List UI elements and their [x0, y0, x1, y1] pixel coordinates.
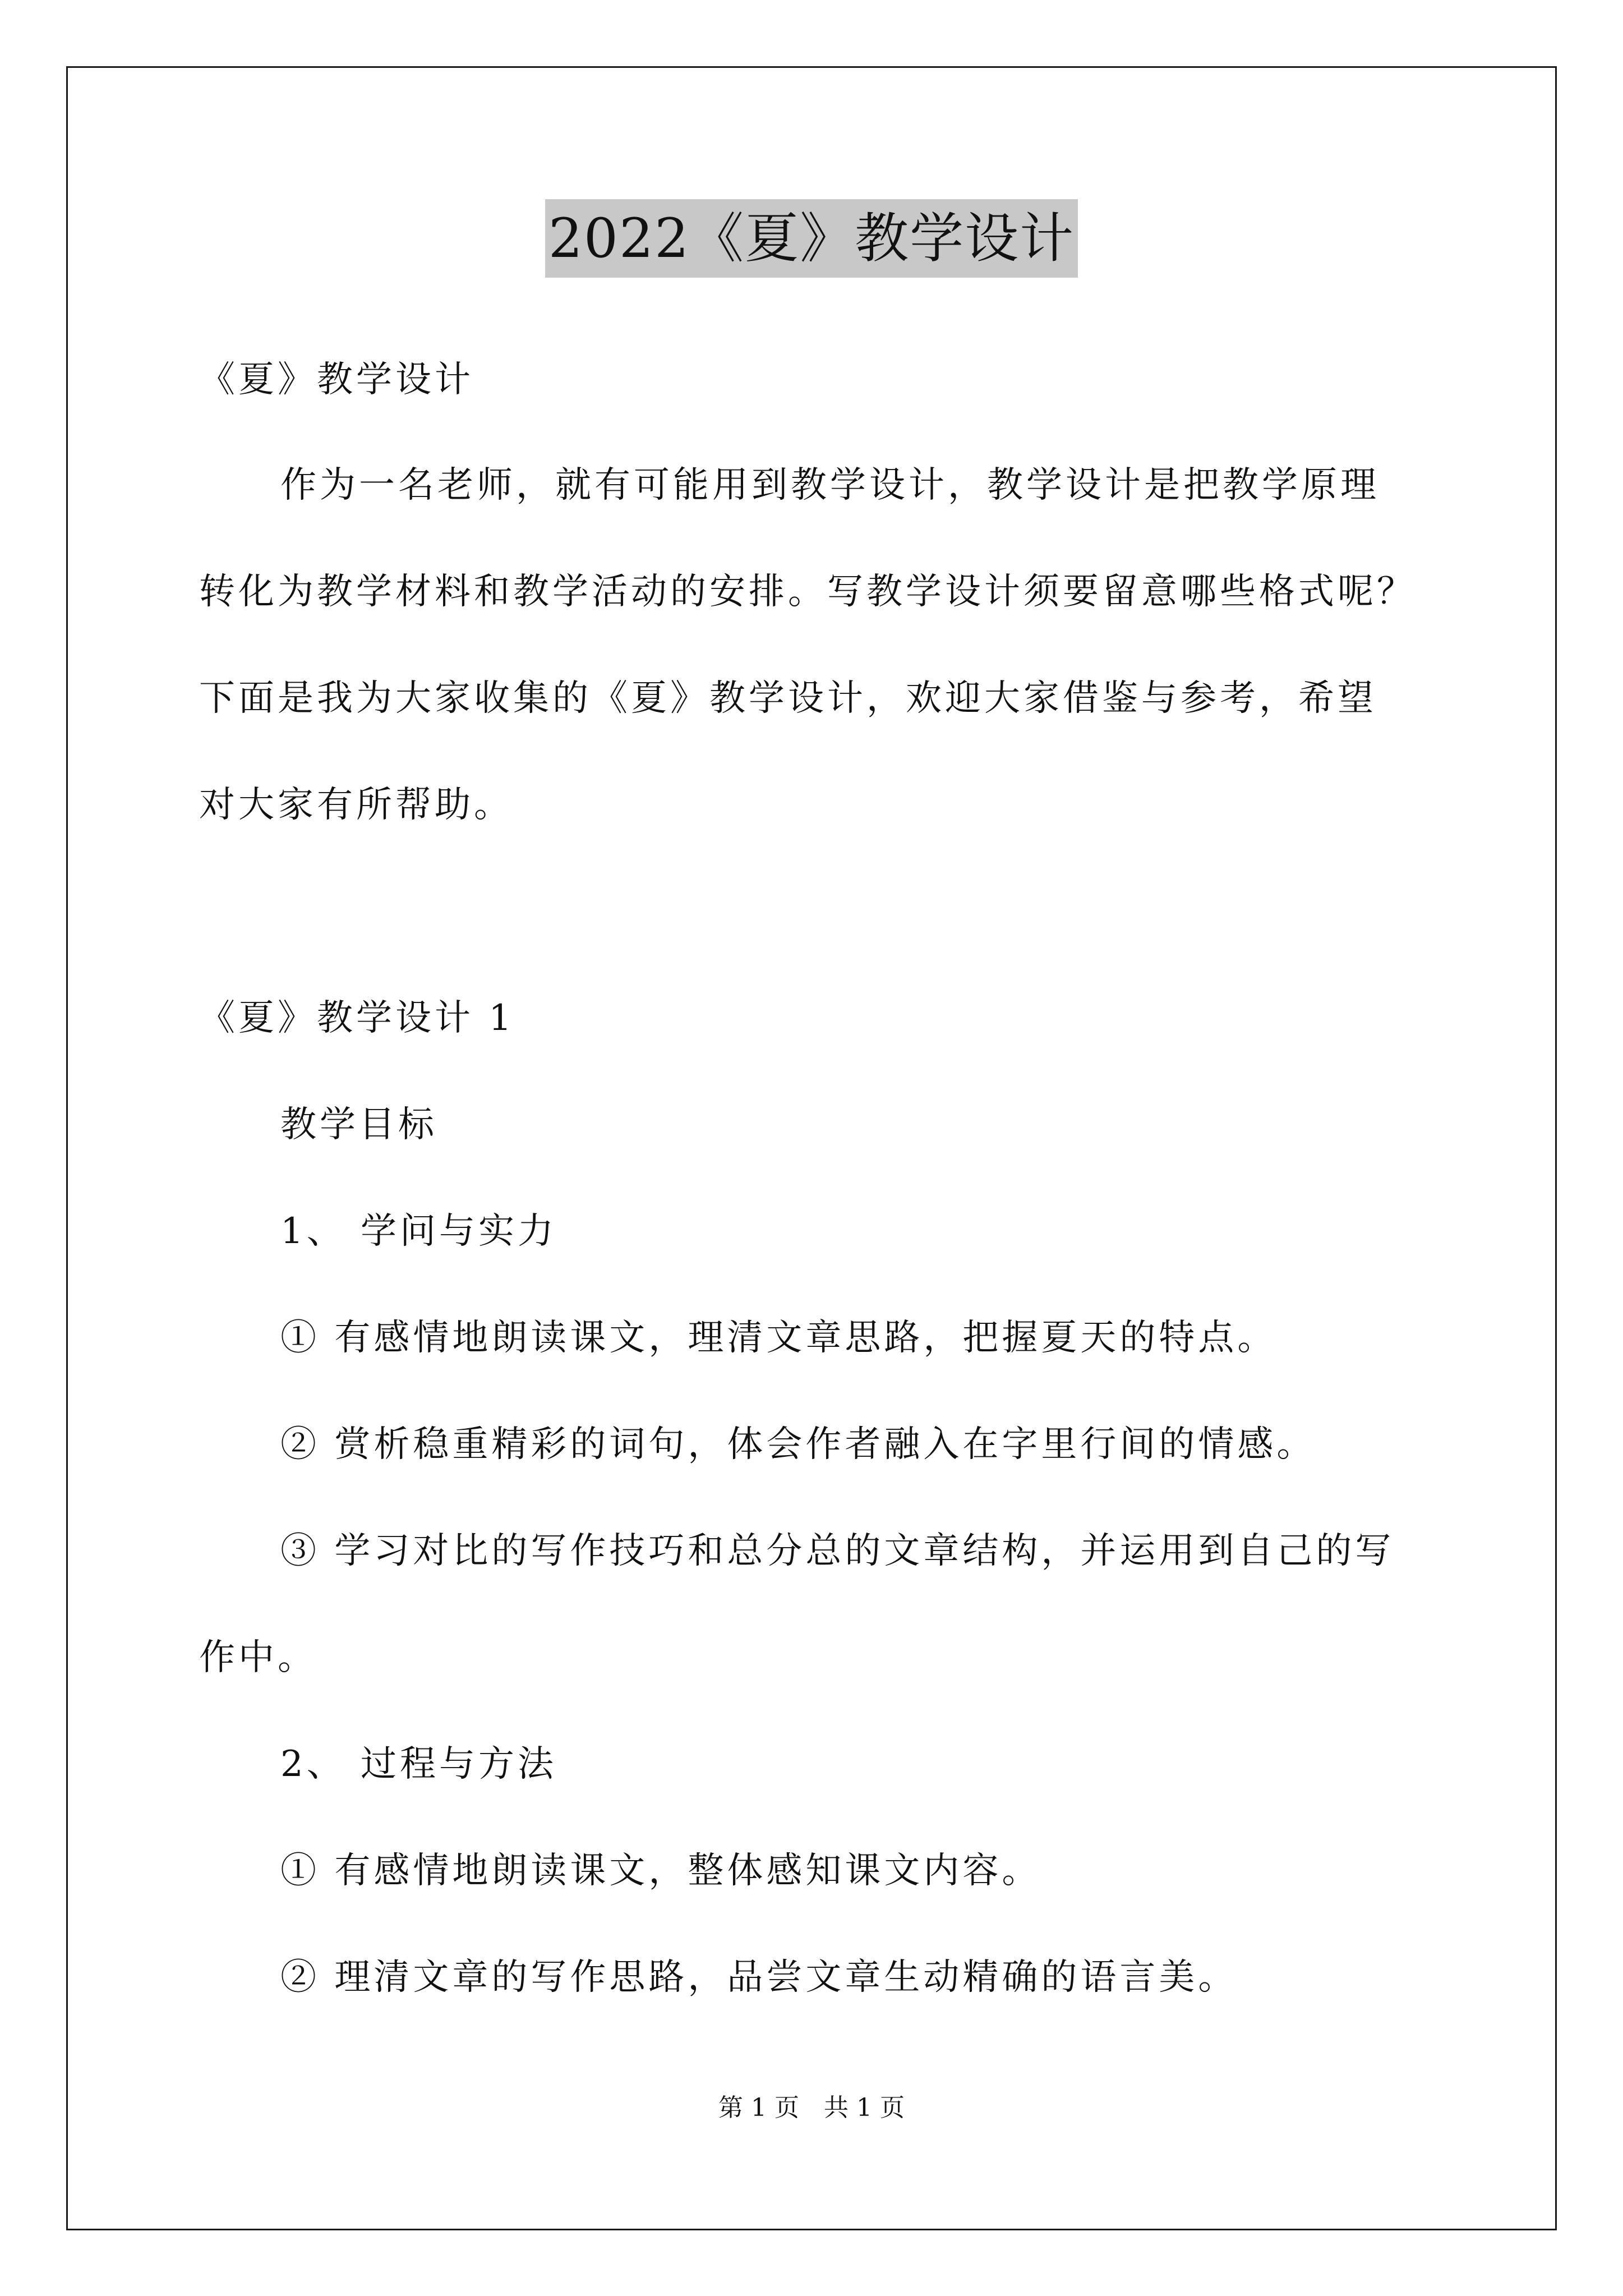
intro-line: 对大家有所帮助。: [199, 784, 513, 826]
item1-heading: 1、 学问与实力: [280, 1211, 557, 1252]
item1-point: ③ 学习对比的写作技巧和总分总的文章结构，并运用到自己的写: [280, 1530, 1395, 1572]
page-footer: 第 1 页 共 1 页: [718, 2093, 905, 2122]
item1-point: ① 有感情地朗读课文，理清文章思路，把握夏天的特点。: [280, 1317, 1277, 1359]
item1-point-continuation: 作中。: [199, 1637, 317, 1678]
document-title: 2022《夏》教学设计: [545, 199, 1078, 278]
title-container: [0, 199, 1623, 278]
item2-heading: 2、 过程与方法: [280, 1743, 557, 1785]
intro-line: 转化为教学材料和教学活动的安排。写教学设计须要留意哪些格式呢？: [199, 571, 1416, 613]
item1-point: ② 赏析稳重精彩的词句，体会作者融入在字里行间的情感。: [280, 1424, 1316, 1465]
subtitle: 《夏》教学设计: [199, 359, 474, 401]
item2-point: ② 理清文章的写作思路，品尝文章生动精确的语言美。: [280, 1957, 1238, 1998]
objectives-heading: 教学目标: [280, 1104, 437, 1145]
intro-line: 下面是我为大家收集的《夏》教学设计，欢迎大家借鉴与参考，希望: [199, 678, 1377, 719]
item2-point: ① 有感情地朗读课文，整体感知课文内容。: [280, 1850, 1041, 1892]
section-heading: 《夏》教学设计 1: [199, 997, 515, 1039]
intro-line: 作为一名老师，就有可能用到教学设计，教学设计是把教学原理: [280, 464, 1380, 506]
